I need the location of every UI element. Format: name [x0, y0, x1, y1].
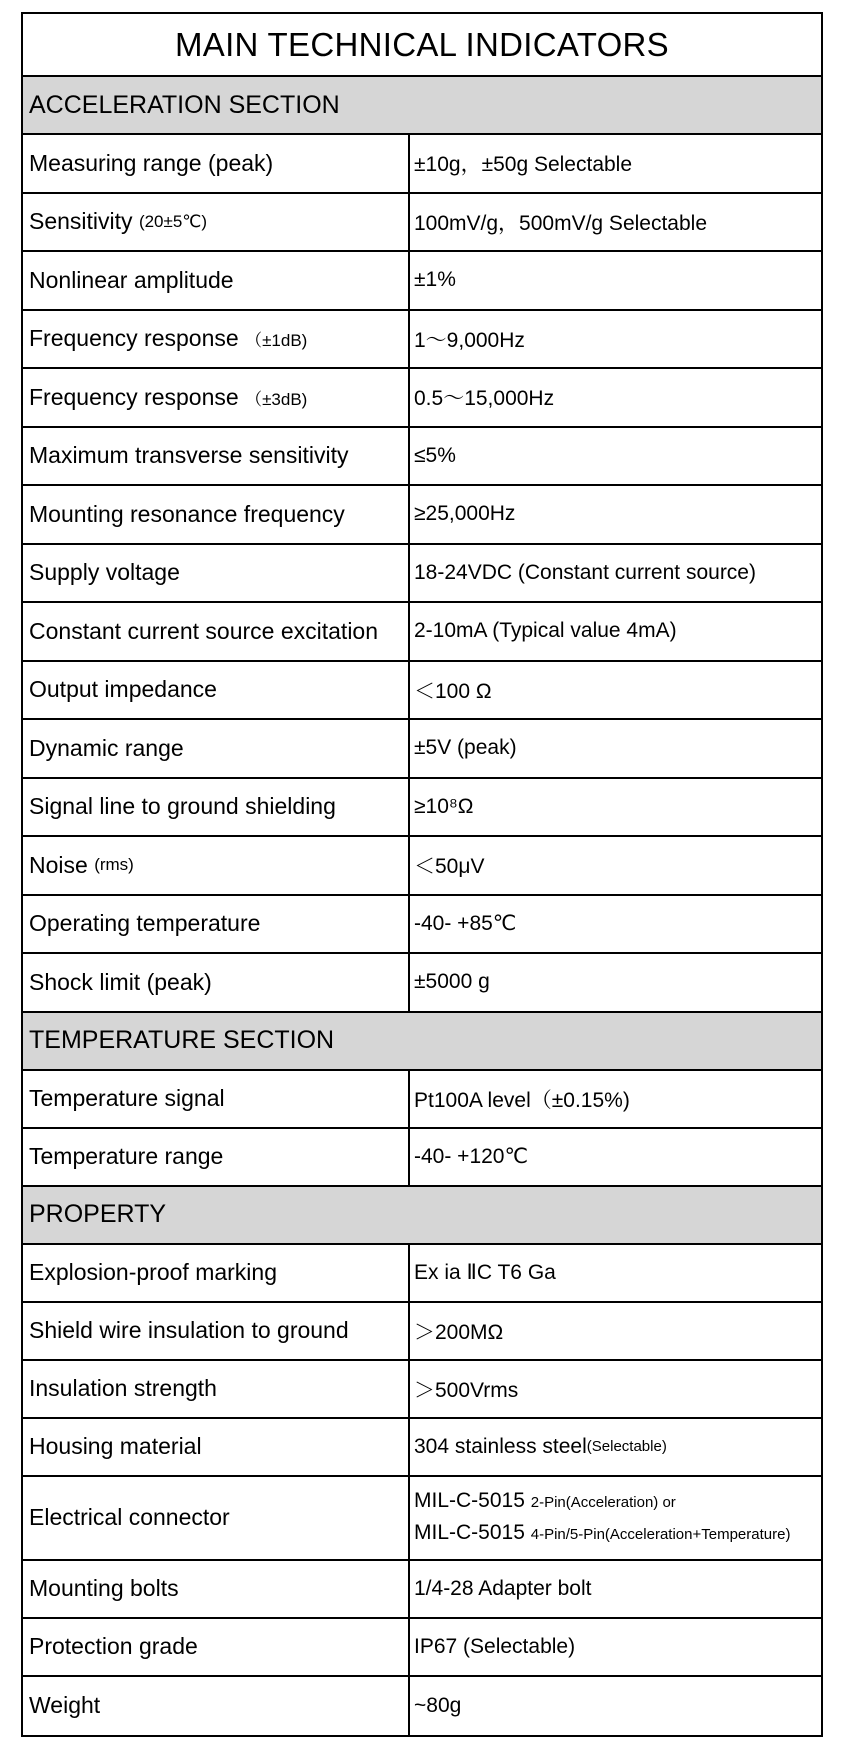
row-value: ＞200MΩ — [414, 1320, 504, 1344]
row-label: Nonlinear amplitude — [23, 252, 410, 309]
row-value: ≥25,000Hz — [414, 502, 516, 526]
table-row — [23, 252, 821, 311]
row-label: Noise (rms) — [23, 837, 410, 894]
row-value: 2-10mA (Typical value 4mA) — [414, 619, 677, 643]
row-label: Constant current source excitation — [23, 603, 410, 660]
row-label: Frequency response （±3dB) — [23, 369, 410, 426]
table-row — [23, 135, 821, 194]
table-row — [23, 954, 821, 1013]
table-title: MAIN TECHNICAL INDICATORS — [23, 14, 821, 77]
row-value: IP67 (Selectable) — [414, 1634, 576, 1658]
row-label: Output impedance — [23, 662, 410, 719]
row-label: Shock limit (peak) — [23, 954, 410, 1011]
row-value: ±1% — [414, 268, 456, 292]
row-label: Temperature signal — [23, 1071, 410, 1127]
table-row — [23, 1129, 821, 1187]
table-row — [23, 1245, 821, 1303]
row-value: 0.5～15,000Hz — [414, 387, 555, 411]
row-label: Insulation strength — [23, 1361, 410, 1417]
row-value: ≤5% — [414, 443, 456, 467]
row-value: ＜50μV — [414, 855, 485, 879]
table-row — [23, 194, 821, 253]
section-header-temperature: TEMPERATURE SECTION — [23, 1013, 821, 1071]
section-header-property: PROPERTY — [23, 1187, 821, 1245]
row-label: Protection grade — [23, 1619, 410, 1675]
table-row — [23, 486, 821, 545]
row-label: Maximum transverse sensitivity — [23, 428, 410, 485]
row-value: 1～9,000Hz — [414, 328, 525, 352]
row-value: 304 stainless steel (Selectable) — [414, 1434, 667, 1458]
spec-table — [21, 12, 823, 1737]
table-row — [23, 545, 821, 604]
table-row — [23, 837, 821, 896]
row-value: ＜100 Ω — [414, 679, 492, 703]
table-row — [23, 1561, 821, 1619]
table-row — [23, 1303, 821, 1361]
table-row — [23, 720, 821, 779]
row-label: Signal line to ground shielding — [23, 779, 410, 836]
row-value: MIL-C-5015 2-Pin(Acceleration) or MIL-C-5015 4-Pin/5-Pin(Acceleration+Temperature) — [414, 1488, 791, 1544]
row-value: 100mV/g，500mV/g Selectable — [414, 211, 708, 235]
row-label: Temperature range — [23, 1129, 410, 1185]
row-label: Frequency response （±1dB) — [23, 311, 410, 368]
row-value: Pt100A level（±0.15%) — [414, 1088, 630, 1112]
row-value: -40- +85℃ — [414, 912, 517, 936]
table-row — [23, 662, 821, 721]
row-label: Mounting resonance frequency — [23, 486, 410, 543]
table-row — [23, 779, 821, 838]
row-label: Housing material — [23, 1419, 410, 1475]
row-label: Weight — [23, 1677, 410, 1735]
row-value: ＞500Vrms — [414, 1378, 519, 1402]
row-value: ≥10⁸Ω — [414, 794, 474, 818]
row-label: Supply voltage — [23, 545, 410, 602]
section-header-acceleration: ACCELERATION SECTION — [23, 77, 821, 135]
table-row — [23, 1419, 821, 1477]
table-row — [23, 1361, 821, 1419]
table-row — [23, 603, 821, 662]
row-label: Shield wire insulation to ground — [23, 1303, 410, 1359]
row-label: Dynamic range — [23, 720, 410, 777]
row-value: 18-24VDC (Constant current source) — [414, 560, 756, 584]
row-value: 1/4-28 Adapter bolt — [414, 1576, 592, 1600]
table-row — [23, 1071, 821, 1129]
row-label: Electrical connector — [23, 1477, 410, 1559]
table-row — [23, 369, 821, 428]
row-value: ±10g，±50g Selectable — [414, 153, 633, 177]
table-row — [23, 1477, 821, 1561]
row-value: Ex ia ⅡC T6 Ga — [414, 1261, 556, 1284]
row-label: Operating temperature — [23, 896, 410, 953]
row-label: Mounting bolts — [23, 1561, 410, 1617]
row-label: Sensitivity (20±5℃) — [23, 194, 410, 251]
table-row — [23, 896, 821, 955]
table-row — [23, 1619, 821, 1677]
table-row — [23, 428, 821, 487]
table-row — [23, 1677, 821, 1735]
row-value: ±5V (peak) — [414, 736, 517, 760]
row-label: Explosion-proof marking — [23, 1245, 410, 1301]
row-value: -40- +120℃ — [414, 1145, 529, 1168]
row-label: Measuring range (peak) — [23, 135, 410, 192]
table-row — [23, 311, 821, 370]
row-value: ~80g — [414, 1693, 462, 1717]
row-value: ±5000 g — [414, 970, 490, 994]
